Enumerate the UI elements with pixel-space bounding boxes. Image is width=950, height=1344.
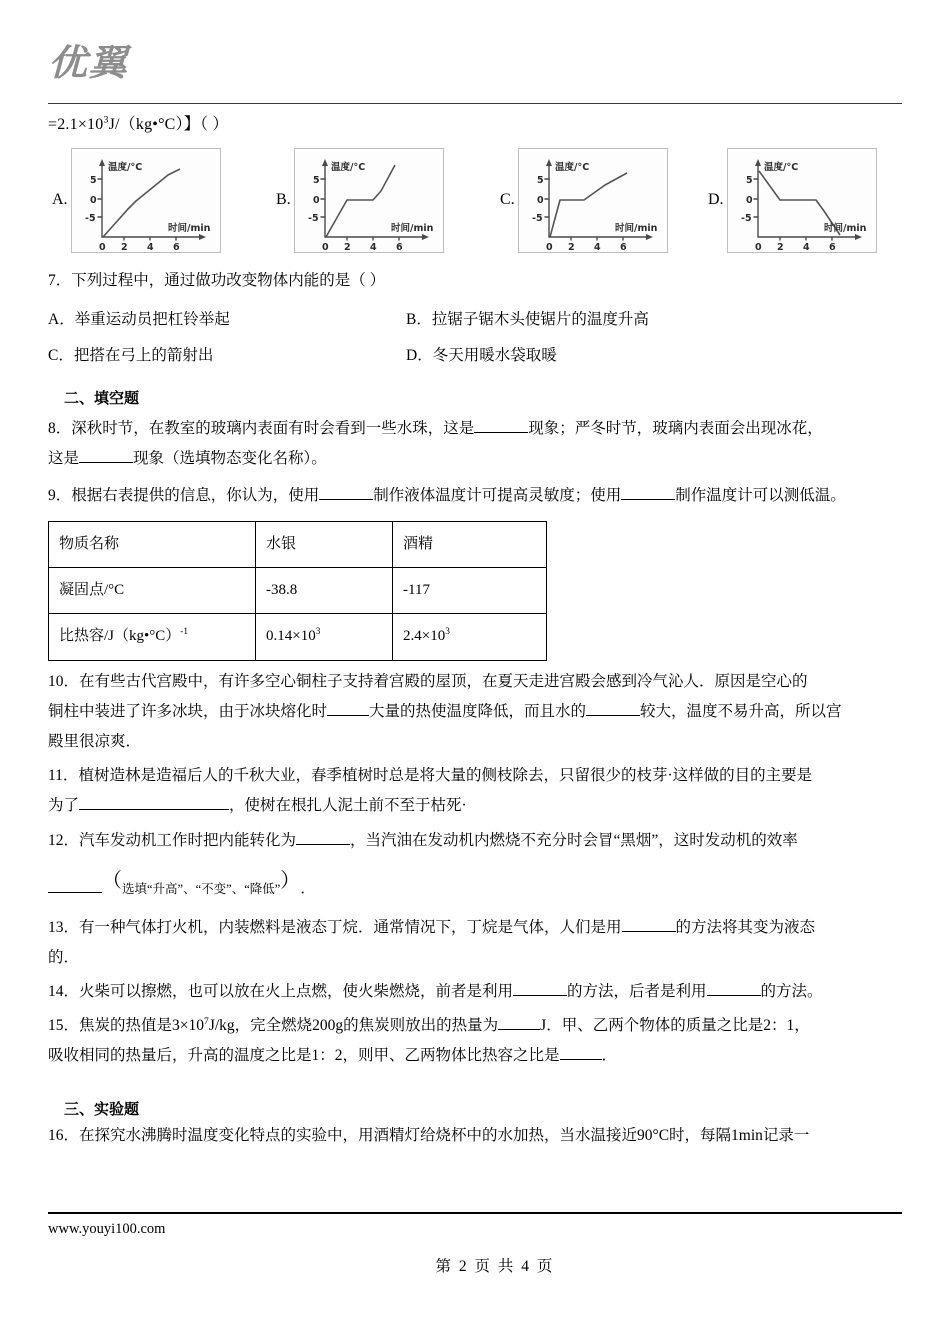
q7-opt-a-text: 举重运动员把杠铃举起 <box>74 311 230 329</box>
q10-text-1: 在有些古代宫殿中，有许多空心铜柱子支持着宫殿的屋顶，在夏天走进宫殿会感到冷气沁人．原因是空心的 <box>79 672 808 690</box>
choice-option-b[interactable] <box>276 144 444 256</box>
q12-text-2: ，当汽油在发动机内燃烧不充分时会冒“黑烟”，这时发动机的效率 <box>350 831 798 849</box>
question-8 <box>48 414 902 474</box>
question-11-number: 11． <box>48 767 79 785</box>
question-9-line-1 <box>48 481 902 511</box>
svg-text:温度/°C: 温度/°C <box>107 161 142 173</box>
question-12-number: 12． <box>48 831 80 849</box>
svg-text:-5: -5 <box>307 212 319 224</box>
continuation-exponent: 3 <box>103 114 109 126</box>
q9-text-2: 制作液体温度计可提高灵敏度；使用 <box>373 486 622 504</box>
question-12-line-2 <box>48 856 902 909</box>
brand-logo: 优翼 <box>48 43 128 84</box>
table-header-alcohol: 酒精 <box>393 521 547 567</box>
continuation-prefix: =2.1×10 <box>48 116 104 133</box>
svg-text:4: 4 <box>146 241 154 252</box>
svg-text:6: 6 <box>828 241 836 252</box>
question-16-line-1 <box>48 1121 902 1151</box>
svg-text:0: 0 <box>536 194 544 206</box>
footer-page-indicator: 第 2 页 共 4 页 <box>435 1258 555 1275</box>
choice-option-a[interactable] <box>52 144 221 256</box>
q15-blank-1[interactable] <box>498 1029 540 1030</box>
question-7-option-b[interactable] <box>406 307 649 329</box>
svg-text:5: 5 <box>536 174 544 186</box>
question-9-number: 9． <box>48 486 72 504</box>
question-9 <box>48 481 902 661</box>
q8-blank-2[interactable] <box>79 462 133 463</box>
question-13-line-2 <box>48 943 902 973</box>
q15-blank-2[interactable] <box>560 1059 602 1060</box>
q8-text-3: 这是 <box>48 450 80 468</box>
q10-blank-2[interactable] <box>586 715 640 716</box>
svg-text:-5: -5 <box>740 212 752 224</box>
q7-opt-d-text: 冬天用暖水袋取暖 <box>432 347 557 365</box>
q11-text-2: 为了 <box>48 797 80 815</box>
question-7 <box>48 268 902 365</box>
footer-divider <box>48 1212 902 1214</box>
svg-text:5: 5 <box>312 174 320 186</box>
page-footer <box>48 1212 902 1276</box>
svg-text:-5: -5 <box>531 212 543 224</box>
continuation-line <box>48 111 902 134</box>
question-16-number: 16． <box>48 1126 80 1144</box>
question-12 <box>48 826 902 909</box>
q7-opt-d-label: D． <box>406 347 433 365</box>
svg-text:6: 6 <box>619 241 627 252</box>
svg-text:4: 4 <box>593 241 601 252</box>
q12-hint-text: 选填“升高”、“不变”、“降低” <box>122 881 281 896</box>
q7-opt-c-text: 把搭在弓上的箭射出 <box>73 347 214 365</box>
q12-blank-1[interactable] <box>296 844 350 845</box>
freezing-point-alcohol: -117 <box>393 568 547 614</box>
q16-text-1: 在探究水沸腾时温度变化特点的实验中，用酒精灯给烧杯中的水加热，当水温接近90°C时，每隔1min记录一 <box>79 1126 810 1144</box>
q10-text-4: 较大，温度不易升高，所以宫 <box>640 702 842 720</box>
q13-blank-1[interactable] <box>622 931 676 932</box>
q12-text-1: 汽车发动机工作时把内能转化为 <box>79 831 297 849</box>
table-row-freezing-point <box>49 568 547 614</box>
q11-text-1: 植树造林是造福后人的千秋大业，春季植树时总是将大量的侧枝除去，只留很少的枝芽·这样做的目的主要是 <box>78 767 813 785</box>
question-7-options-row-1 <box>48 307 902 329</box>
question-13-number: 13． <box>48 918 80 936</box>
question-8-number: 8． <box>48 420 72 438</box>
question-7-number: 7． <box>48 272 72 289</box>
choice-label-d: D. <box>708 191 724 208</box>
question-10-number: 10． <box>48 672 80 690</box>
graph-a <box>71 148 221 253</box>
header-divider <box>48 103 902 104</box>
question-10 <box>48 667 902 758</box>
svg-text:时间/min: 时间/min <box>167 222 210 234</box>
question-11 <box>48 761 902 821</box>
table-row-header <box>49 521 547 567</box>
specific-heat-mercury-exp: 3 <box>315 627 321 638</box>
choice-label-b: B. <box>276 191 291 208</box>
table-header-mercury: 水银 <box>256 521 393 567</box>
svg-text:温度/°C: 温度/°C <box>330 161 365 173</box>
q13-text-1: 有一种气体打火机，内装燃料是液态丁烷．通常情况下，丁烷是气体，人们是用 <box>79 918 622 936</box>
svg-text:0: 0 <box>321 241 329 252</box>
q11-blank-1[interactable] <box>79 809 229 810</box>
q8-text-2: 现象；严冬时节，玻璃内表面会出现冰花， <box>528 420 823 438</box>
q9-text-3: 制作温度计可以测低温。 <box>675 486 846 504</box>
q9-text-1: 根据右表提供的信息，你认为，使用 <box>71 486 320 504</box>
specific-heat-alcohol <box>393 614 547 660</box>
question-8-line-2 <box>48 444 902 474</box>
q7-opt-b-label: B． <box>406 311 432 329</box>
svg-text:0: 0 <box>545 241 553 252</box>
question-8-line-1 <box>48 414 902 444</box>
svg-text:0: 0 <box>745 194 753 206</box>
row-label-freezing-point: 凝固点/°C <box>49 568 256 614</box>
question-11-line-1 <box>48 761 902 791</box>
svg-text:0: 0 <box>89 194 97 206</box>
question-7-options-row-2 <box>48 343 902 365</box>
question-12-line-1 <box>48 826 902 856</box>
question-10-line-1 <box>48 667 902 697</box>
svg-text:时间/min: 时间/min <box>390 222 434 234</box>
svg-text:温度/°C: 温度/°C <box>554 161 589 173</box>
svg-text:2: 2 <box>567 241 575 252</box>
q15-text-1: 焦炭的热值是3×10 <box>79 1017 205 1035</box>
svg-text:时间/min: 时间/min <box>614 222 658 234</box>
svg-text:0: 0 <box>754 241 762 252</box>
section-fill-heading: 二、填空题 <box>64 389 140 408</box>
question-13-line-1 <box>48 913 902 943</box>
q12-text-3: ． <box>300 879 316 897</box>
q12-blank-2[interactable] <box>48 892 102 893</box>
q10-text-5: 殿里很凉爽． <box>48 732 142 750</box>
svg-text:5: 5 <box>745 174 753 186</box>
q7-opt-a-label: A． <box>48 311 75 329</box>
question-7-option-d[interactable] <box>406 343 557 365</box>
question-14 <box>48 977 902 1007</box>
q8-text-4: 现象（选填物态变化名称）。 <box>133 450 327 468</box>
q8-blank-1[interactable] <box>474 432 528 433</box>
question-7-text: 下列过程中，通过做功改变物体内能的是（ ） <box>71 272 386 289</box>
table-row-specific-heat <box>49 614 547 660</box>
section-experiment-heading: 三、实验题 <box>64 1099 140 1118</box>
specific-heat-alcohol-mantissa: 2.4×10 <box>403 628 446 645</box>
continuation-suffix: J/（kg•°C）】（ ） <box>108 116 229 133</box>
section-fill-in-blanks <box>48 387 902 408</box>
section-experiment <box>48 1098 902 1119</box>
page-header <box>48 0 902 104</box>
q13-text-3: 的． <box>48 948 80 966</box>
choice-label-a: A. <box>52 191 68 208</box>
row-label-specific-heat <box>49 614 256 660</box>
q7-opt-b-text: 拉锯子锯木头使锯片的温度升高 <box>431 311 649 329</box>
q7-opt-c-label: C． <box>48 347 74 365</box>
question-7-option-a[interactable] <box>48 307 406 329</box>
substance-property-table <box>48 521 547 661</box>
q12-hint-close-paren: ） <box>280 869 301 892</box>
question-15 <box>48 1011 902 1071</box>
svg-text:2: 2 <box>776 241 784 252</box>
choice-option-d[interactable] <box>708 144 877 256</box>
q12-hint <box>102 856 300 909</box>
q9-blank-1[interactable] <box>319 499 373 500</box>
q11-text-3: ，使树在根扎人泥土前不至于枯死· <box>229 797 467 815</box>
svg-text:2: 2 <box>120 241 128 252</box>
specific-heat-mercury-mantissa: 0.14×10 <box>266 628 316 645</box>
svg-text:4: 4 <box>369 241 377 252</box>
question-7-option-c[interactable] <box>48 343 406 365</box>
specific-heat-mercury <box>256 614 393 660</box>
svg-text:6: 6 <box>172 241 180 252</box>
question-15-line-1 <box>48 1011 902 1041</box>
q15-text-5: ． <box>601 1047 618 1065</box>
choice-label-c: C. <box>500 191 515 208</box>
question-15-line-2 <box>48 1041 902 1071</box>
q15-text-4: 吸收相同的热量后，升高的温度之比是1：2，则甲、乙两物体比热容之比是 <box>48 1047 560 1065</box>
graph-c <box>518 148 668 253</box>
question-15-number: 15． <box>48 1017 80 1035</box>
svg-text:2: 2 <box>343 241 351 252</box>
q15-exponent: 7 <box>204 1016 209 1028</box>
question-10-line-3 <box>48 727 902 757</box>
question-16 <box>48 1121 902 1151</box>
q12-hint-open-paren: （ <box>102 869 122 892</box>
q14-blank-1[interactable] <box>513 995 567 996</box>
q8-text-1: 深秋时节，在教室的玻璃内表面有时会看到一些水珠，这是 <box>71 420 475 438</box>
choice-graph-strip <box>48 144 902 256</box>
q14-text-1: 火柴可以擦燃，也可以放在火上点燃，使火柴燃烧，前者是利用 <box>79 983 514 1001</box>
q13-text-2: 的方法将其变为液态 <box>675 918 816 936</box>
q14-blank-2[interactable] <box>707 995 761 996</box>
freezing-point-mercury: -38.8 <box>256 568 393 614</box>
svg-text:-5: -5 <box>84 212 96 224</box>
q15-text-2: J/kg，完全燃烧200g的焦炭则放出的热量为 <box>208 1017 499 1035</box>
svg-text:0: 0 <box>98 241 106 252</box>
svg-text:4: 4 <box>802 241 810 252</box>
svg-text:时间/min: 时间/min <box>823 222 866 234</box>
svg-text:6: 6 <box>395 241 403 252</box>
question-10-line-2 <box>48 697 902 727</box>
q15-text-3: J．甲、乙两个物体的质量之比是2：1， <box>540 1017 810 1035</box>
q14-text-2: 的方法，后者是利用 <box>567 983 707 1001</box>
question-14-line-1 <box>48 977 902 1007</box>
graph-d <box>727 148 877 253</box>
specific-heat-label-sup: -1 <box>180 627 189 638</box>
graph-b <box>294 148 444 253</box>
q14-text-3: 的方法。 <box>760 983 823 1001</box>
svg-text:5: 5 <box>89 174 97 186</box>
choice-option-c[interactable] <box>500 144 668 256</box>
table-header-substance: 物质名称 <box>49 521 256 567</box>
question-11-line-2 <box>48 791 902 821</box>
q10-text-2: 铜柱中装进了许多冰块，由于冰块熔化时 <box>48 702 328 720</box>
svg-text:0: 0 <box>312 194 320 206</box>
question-13 <box>48 913 902 973</box>
q10-blank-1[interactable] <box>327 715 369 716</box>
question-14-number: 14． <box>48 983 80 1001</box>
svg-text:温度/°C: 温度/°C <box>763 161 798 173</box>
question-7-stem <box>48 268 902 293</box>
specific-heat-label-text: 比热容/J（kg•°C） <box>59 628 181 645</box>
q10-text-3: 大量的热使温度降低，而且水的 <box>369 702 587 720</box>
specific-heat-alcohol-exp: 3 <box>445 627 450 638</box>
q9-blank-2[interactable] <box>621 499 675 500</box>
footer-url: www.youyi100.com <box>48 1221 166 1237</box>
